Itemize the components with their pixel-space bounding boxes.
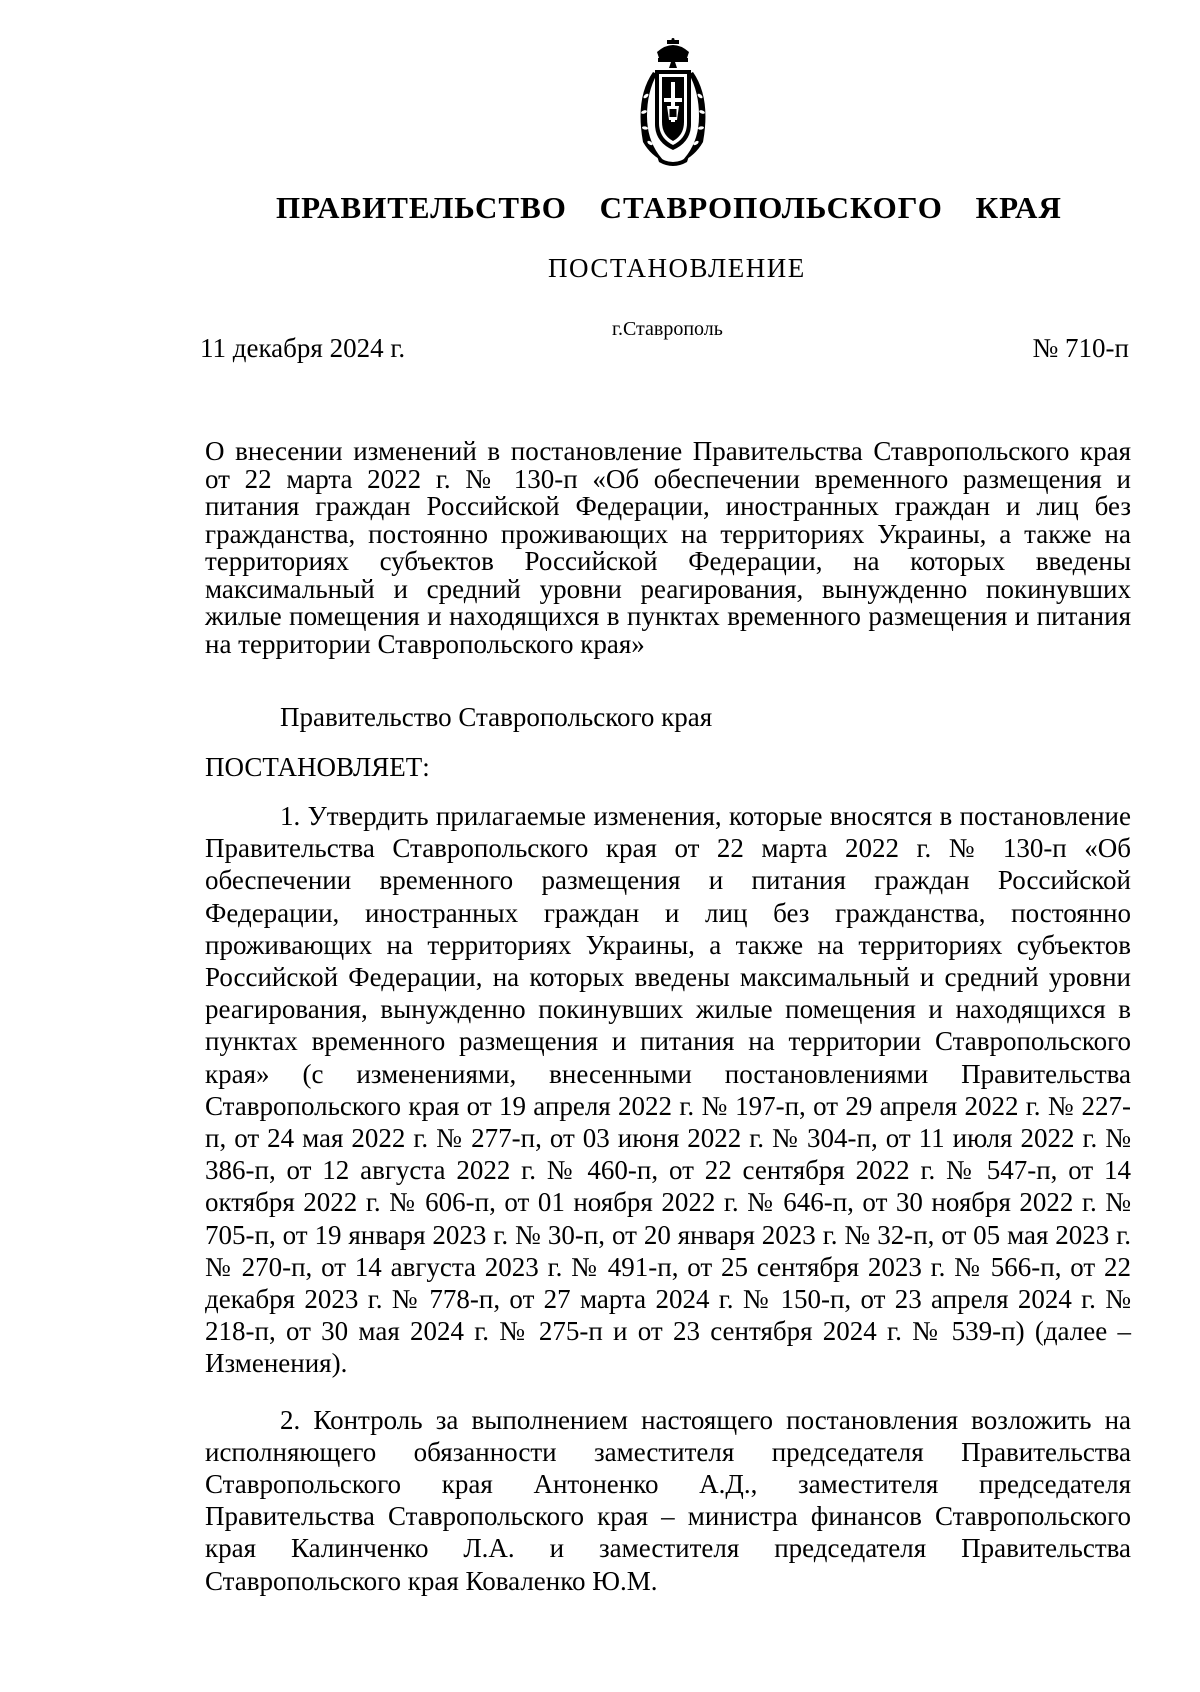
document-body [205,700,1131,1597]
paragraph-1: 1. Утвердить прилагаемые изменения, которые вносятся в постановление Правительства Ставропольского края от 22 марта 2022 г. № 130-п «Об обеспечении временного размещения и питания граждан Российской Федерации, иностранных граждан и лиц без гражданства, постоянно проживающих на территориях Украины, а также на территориях субъектов Российской Федерации, на которых введены максимальный и средний уровни реагирования, вынужденно покинувших жилые помещения и находящихся в пунктах временного размещения и питания на территории Ставропольского края» (с изменениями, внесенными постановлениями Правительства Ставропольского края от 19 апреля 2022 г. № 197-п, от 29 апреля 2022 г. № 227-п, от 24 мая 2022 г. № 277-п, от 03 июня 2022 г. № 304-п, от 11 июля 2022 г. № 386-п, от 12 августа 2022 г. № 460-п, от 22 сентября 2022 г. № 547-п, от 14 октября 2022 г. № 606-п, от 01 ноября 2022 г. № 646-п, от 30 ноября 2022 г. № 705-п, от 19 января 2023 г. № 30-п, от 20 января 2023 г. № 32-п, от 05 мая 2023 г. № 270-п, от 14 августа 2023 г. № 491-п, от 25 сентября 2023 г. № 566-п, от 22 декабря 2023 г. № 778-п, от 27 марта 2024 г. № 150-п, от 23 апреля 2024 г. № 218-п, от 30 мая 2024 г. № 275-п и от 23 сентября 2024 г. № 539-п) (далее – Изменения). [205,801,1131,1379]
stavropol-coat-of-arms-icon [631,38,715,168]
document-city: г.Ставрополь [612,318,723,340]
government-title: ПРАВИТЕЛЬСТВО СТАВРОПОЛЬСКОГО КРАЯ [276,190,1062,225]
paragraph-2: 2. Контроль за выполнением настоящего постановления возложить на исполняющего обязанности заместителя председателя Правительства Ставропольского края Антоненко А.Д., заместителя председателя Правительства Ставропольского края – министра финансов Ставропольского края Калинченко Л.А. и заместителя председателя Правительства Ставропольского края Коваленко Ю.М. [205,1404,1131,1596]
document-number: № 710-п [1032,333,1129,363]
government-line: Правительство Ставропольского края [280,702,713,732]
document-subject: О внесении изменений в постановление Правительства Ставропольского края от 22 марта 2022 г. № 130-п «Об обеспечении временного размещения и питания граждан Российской Федерации, иностранных граждан и лиц без гражданства, постоянно проживающих на территориях Украины, а также на территориях субъектов Российской Федерации, на которых введены максимальный и средний уровни реагирования, вынужденно покинувших жилые помещения и находящихся в пунктах временного размещения и питания на территории Ставропольского края» [205,436,1131,659]
document-date: 11 декабря 2024 г. [200,333,406,363]
document-type: ПОСТАНОВЛЕНИЕ [548,253,806,283]
decrees-label: ПОСТАНОВЛЯЕТ: [205,752,430,782]
